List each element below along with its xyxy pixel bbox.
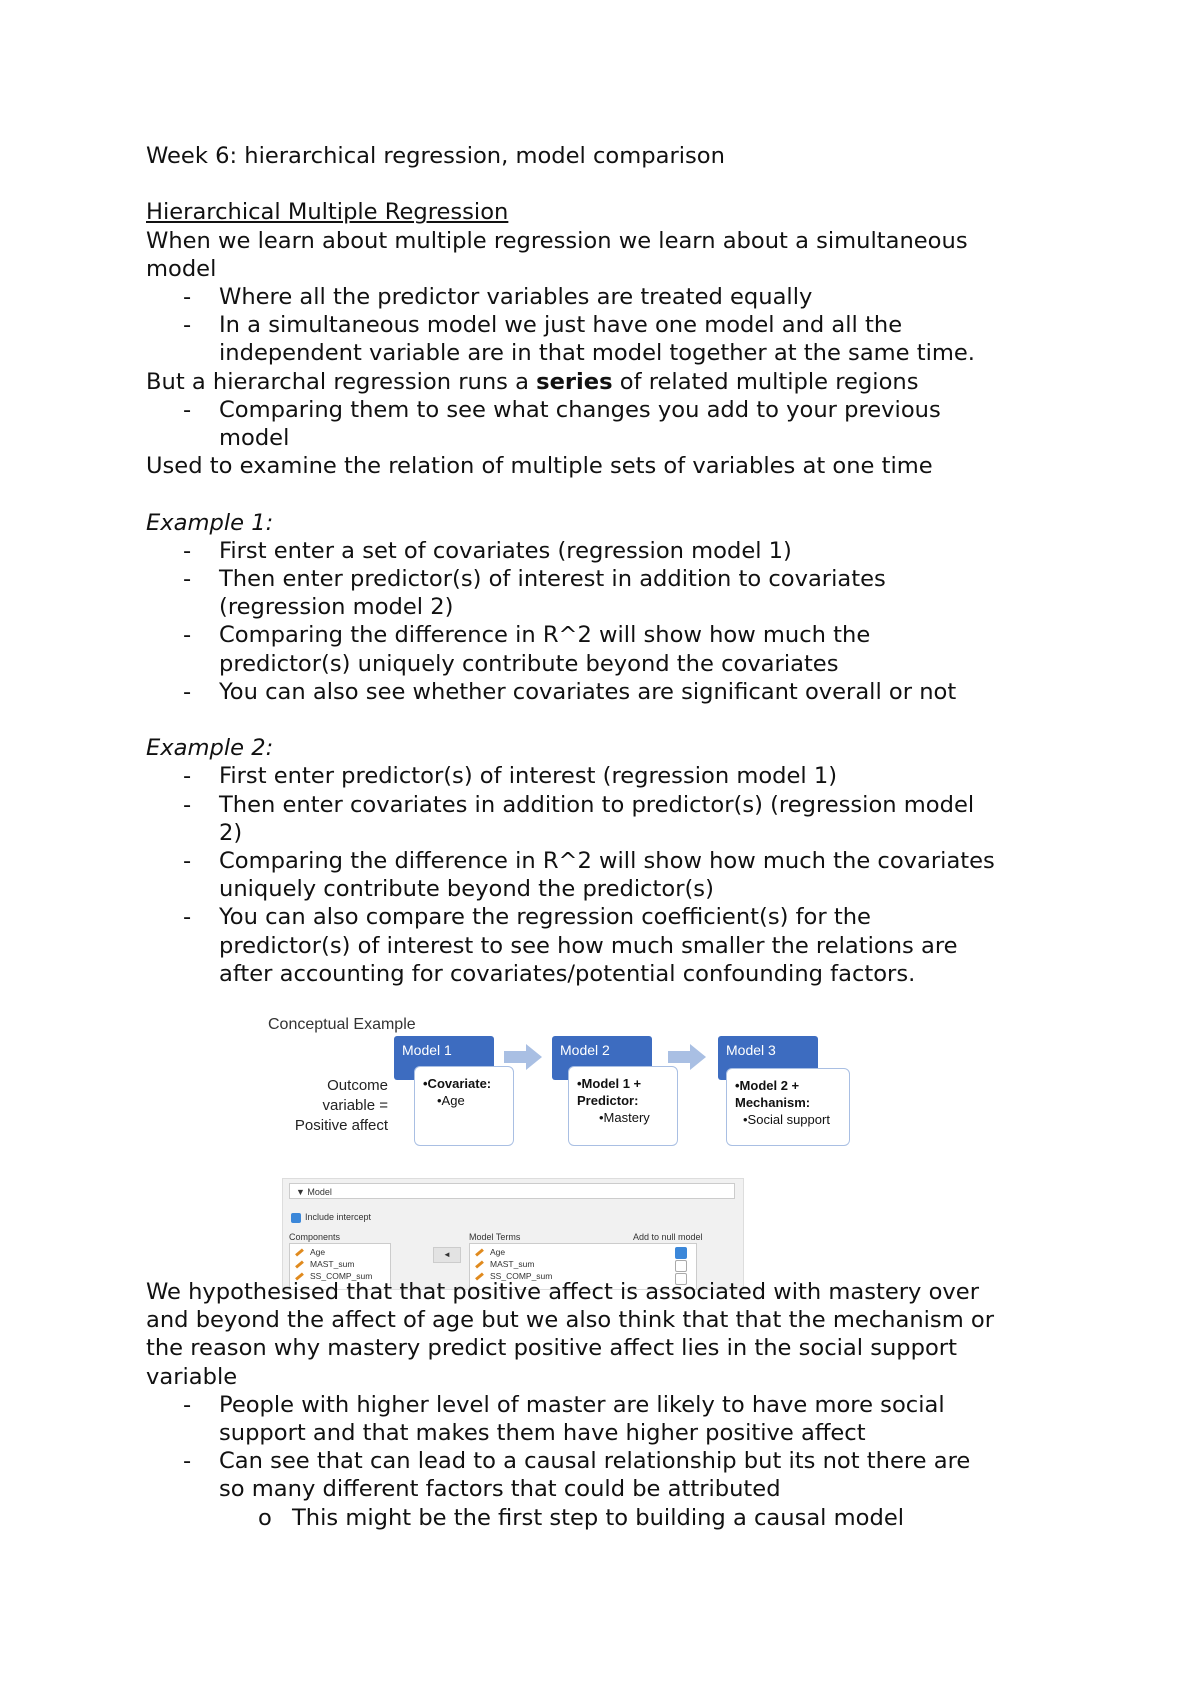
continuous-variable-icon: [475, 1261, 484, 1269]
bullet-dash: -: [183, 566, 192, 593]
bullet-item: [146, 847, 1086, 875]
bullet-item: [146, 1391, 1086, 1419]
intro-text: model: [146, 255, 217, 282]
model-term-label: MAST_sum: [490, 1259, 535, 1269]
hypothesis-section: [146, 1278, 1086, 1532]
hypothesis-line: the reason why mastery predict positive affect lies in the social support: [146, 1335, 957, 1362]
component-item[interactable]: [295, 1247, 325, 1257]
add-to-null-checkbox[interactable]: [675, 1260, 687, 1272]
components-label: Components: [289, 1232, 341, 1242]
component-label: MAST_sum: [310, 1259, 355, 1269]
add-to-null-checkbox[interactable]: [675, 1247, 687, 1259]
bullet-text: model: [219, 425, 290, 452]
bullet-text: Then enter predictor(s) of interest in addition to covariates: [219, 566, 886, 593]
hypothesis-text: [146, 1278, 1086, 1391]
bullet-item: [146, 537, 1086, 565]
include-intercept-label: Include intercept: [305, 1212, 372, 1222]
model-2-box: [568, 1066, 678, 1146]
hier-bullet-list: [146, 396, 1086, 452]
hier-text-post: of related multiple regions: [612, 368, 919, 395]
bullet-item: [146, 396, 1086, 424]
outcome-line: Outcome: [327, 1077, 388, 1094]
bullet-text: Comparing the difference in R^2 will show how much the: [219, 622, 871, 649]
continuous-variable-icon: [295, 1261, 304, 1269]
sub-bullet-marker: o: [258, 1504, 272, 1531]
bullet-dash: -: [183, 312, 192, 339]
bullet-dash: -: [183, 537, 192, 564]
bullet-text: after accounting for covariates/potential confounding factors.: [219, 960, 916, 987]
bullet-dash: -: [183, 622, 192, 649]
move-arrow-button[interactable]: ◄: [433, 1247, 461, 1263]
hypothesis-line: We hypothesised that that positive affect is associated with mastery over: [146, 1279, 979, 1305]
component-item[interactable]: [295, 1259, 354, 1269]
bullet-item: [146, 650, 1086, 678]
bullet-item: [146, 903, 1086, 931]
bullet-item: [146, 960, 1086, 988]
sub-bullet-text: This might be the first step to building a causal model: [292, 1504, 904, 1531]
conceptual-example-figure: [268, 1016, 948, 1288]
model-section-header[interactable]: ▼ Model: [289, 1183, 735, 1199]
arrow-right-icon: [668, 1044, 706, 1070]
arrow-right-icon: [504, 1044, 542, 1070]
bullet-item: [146, 339, 1086, 367]
model-2-label: Predictor:: [577, 1093, 639, 1108]
example2-heading: Example 2:: [146, 735, 274, 762]
bullet-text: (regression model 2): [219, 594, 454, 621]
component-label: SS_COMP_sum: [310, 1271, 373, 1281]
example1-bullet-list: [146, 537, 1086, 706]
bullet-text: support and that makes them have higher positive affect: [219, 1420, 866, 1447]
bullet-item: [146, 932, 1086, 960]
bullet-text: predictor(s) of interest to see how much smaller the relations are: [219, 932, 958, 959]
intro-bullet-list: [146, 283, 1086, 368]
bullet-dash: -: [183, 1391, 192, 1418]
bullet-item: [146, 424, 1086, 452]
bullet-item: [146, 791, 1086, 819]
bullet-item: [146, 1419, 1086, 1447]
jamovi-model-panel: [282, 1178, 744, 1290]
model-term-item[interactable]: [475, 1247, 505, 1257]
bullet-text: Can see that can lead to a causal relationship but its not there are: [219, 1448, 971, 1475]
model-3-sub: •Social support: [743, 1112, 830, 1127]
bullet-item: [146, 565, 1086, 593]
bullet-item: [146, 1447, 1086, 1475]
bullet-item: [146, 819, 1086, 847]
bullet-item: [146, 1475, 1086, 1503]
bullet-text: First enter a set of covariates (regression model 1): [219, 537, 792, 564]
include-intercept-checkbox[interactable]: [291, 1213, 301, 1223]
bullet-dash: -: [183, 396, 192, 423]
bullet-dash: -: [183, 848, 192, 875]
model-3-label: Mechanism:: [735, 1095, 811, 1110]
bullet-text: so many different factors that could be attributed: [219, 1476, 781, 1503]
outcome-line: Positive affect: [294, 1117, 388, 1134]
model-1-sub: •Age: [437, 1093, 465, 1108]
model-term-label: SS_COMP_sum: [490, 1271, 553, 1281]
continuous-variable-icon: [475, 1249, 484, 1257]
bullet-text: Comparing the difference in R^2 will show how much the covariates: [219, 848, 995, 875]
section-heading: Hierarchical Multiple Regression: [146, 199, 509, 226]
bullet-text: 2): [219, 819, 243, 846]
bullet-dash: -: [183, 1448, 192, 1475]
bullet-item: [146, 762, 1086, 790]
notes-page: [146, 142, 1086, 988]
model-terms-label: Model Terms: [469, 1232, 521, 1242]
bullet-item: [146, 311, 1086, 339]
add-to-null-label: Add to null model: [633, 1232, 703, 1242]
hypothesis-line: variable: [146, 1363, 238, 1390]
model-3-box: [726, 1068, 850, 1146]
hypothesis-line: and beyond the affect of age but we also think that that the mechanism or: [146, 1307, 994, 1334]
bullet-text: predictor(s) uniquely contribute beyond the covariates: [219, 650, 839, 677]
model-term-label: Age: [490, 1247, 506, 1257]
outcome-line: variable =: [322, 1097, 388, 1114]
bullet-item: [146, 678, 1086, 706]
bullet-item: [146, 283, 1086, 311]
bullet-dash: -: [183, 904, 192, 931]
example2-bullet-list: [146, 762, 1086, 988]
model-2-header: Model 2: [552, 1036, 652, 1080]
model-1-header: Model 1: [394, 1036, 494, 1080]
bullet-dash: -: [183, 284, 192, 310]
bullet-item: [146, 621, 1086, 649]
bullet-dash: -: [183, 678, 192, 705]
used-text: Used to examine the relation of multiple sets of variables at one time: [146, 453, 933, 480]
model-2-sub: •Mastery: [599, 1110, 650, 1125]
sub-bullet: [146, 1504, 1086, 1532]
bullet-text: Then enter covariates in addition to predictor(s) (regression model: [219, 791, 975, 818]
component-label: Age: [310, 1247, 326, 1257]
hypothesis-bullet-list: [146, 1391, 1086, 1504]
bullet-dash: -: [183, 791, 192, 818]
bullet-text: First enter predictor(s) of interest (regression model 1): [219, 763, 838, 790]
hierarchical-text: [146, 368, 1086, 396]
example1-heading: Example 1:: [146, 509, 274, 536]
model-3-header: Model 3: [718, 1036, 818, 1080]
bullet-text: You can also compare the regression coefficient(s) for the: [219, 904, 871, 931]
model-term-item[interactable]: [475, 1259, 534, 1269]
model-3-label: •Model 2 +: [735, 1078, 800, 1093]
bullet-text: You can also see whether covariates are significant overall or not: [219, 678, 957, 705]
bullet-item: [146, 875, 1086, 903]
bullet-text: People with higher level of master are likely to have more social: [219, 1391, 945, 1418]
model-1-label: •Covariate:: [423, 1076, 492, 1091]
bullet-text: Where all the predictor variables are treated equally: [219, 284, 813, 310]
continuous-variable-icon: [295, 1249, 304, 1257]
bullet-text: uniquely contribute beyond the predictor(s): [219, 876, 714, 903]
page-title: Week 6: hierarchical regression, model comparison: [146, 143, 725, 169]
hier-text-pre: But a hierarchal regression runs a: [146, 368, 537, 395]
bullet-dash: -: [183, 763, 192, 790]
bullet-text: Comparing them to see what changes you add to your previous: [219, 396, 941, 423]
model-1-box: [414, 1066, 514, 1146]
model-2-label: •Model 1 +: [577, 1076, 642, 1091]
hier-text-bold: series: [536, 368, 613, 395]
intro-text: When we learn about multiple regression we learn about a simultaneous: [146, 227, 968, 254]
bullet-item: [146, 593, 1086, 621]
outcome-label: [268, 1076, 388, 1136]
bullet-text: independent variable are in that model together at the same time.: [219, 340, 975, 367]
figure-title: Conceptual Example: [268, 1016, 416, 1033]
bullet-text: In a simultaneous model we just have one model and all the: [219, 312, 903, 339]
